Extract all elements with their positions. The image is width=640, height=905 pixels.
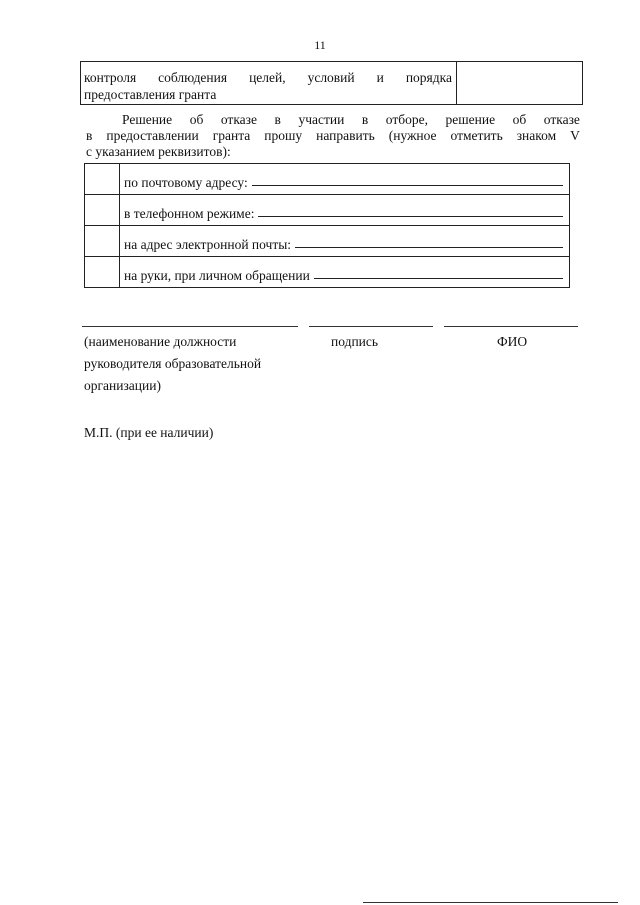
word: V <box>570 128 580 143</box>
requisite-cell <box>120 195 570 226</box>
word: в <box>361 112 369 127</box>
table-divider <box>456 62 457 104</box>
word: порядка <box>405 70 452 85</box>
requisite-label: по почтовому адресу: <box>124 175 248 190</box>
paragraph-line-3: с указанием реквизитов): <box>86 144 231 159</box>
word: контроля <box>84 70 137 85</box>
fill-in-line[interactable] <box>295 247 563 248</box>
fill-in-line[interactable] <box>258 216 563 217</box>
name-caption: ФИО <box>497 334 528 349</box>
checkbox-cell[interactable] <box>85 164 120 195</box>
word: направить <box>316 128 375 143</box>
word: прошу <box>264 128 303 143</box>
requisite-label: на руки, при личном обращении <box>124 268 310 283</box>
top-table <box>80 61 583 105</box>
paragraph-line-2 <box>86 128 580 144</box>
fill-in-line[interactable] <box>314 278 563 279</box>
page-number: 11 <box>314 38 326 52</box>
word: отборе, <box>385 112 428 127</box>
requisite-cell <box>120 226 570 257</box>
word: об <box>189 112 204 127</box>
word: гранта <box>212 128 251 143</box>
position-caption <box>84 331 304 397</box>
word: решение <box>445 112 496 127</box>
requisite-row <box>85 164 570 195</box>
word: отказе <box>220 112 257 127</box>
checkbox-cell[interactable] <box>85 195 120 226</box>
position-caption-line: руководителя образовательной <box>84 356 262 371</box>
signature-line[interactable] <box>309 326 433 327</box>
signature-caption: подпись <box>331 334 379 349</box>
checkbox-cell[interactable] <box>85 257 120 288</box>
paragraph-line-1 <box>86 112 580 128</box>
word: участии <box>298 112 345 127</box>
word: знаком <box>516 128 557 143</box>
word: в <box>274 112 281 127</box>
word: условий <box>307 70 355 85</box>
word: целей, <box>249 70 286 85</box>
requisites-table <box>84 163 570 288</box>
requisite-label: на адрес электронной почты: <box>124 237 292 252</box>
bottom-rule <box>363 902 618 903</box>
top-table-line-1 <box>84 69 452 86</box>
position-signature-line[interactable] <box>82 326 298 327</box>
word: об <box>512 112 527 127</box>
position-caption-line: организации) <box>84 378 161 393</box>
requisite-row <box>85 257 570 288</box>
word: (нужное <box>388 128 437 143</box>
word: Решение <box>122 112 173 127</box>
top-table-line-2: предоставления гранта <box>84 87 217 102</box>
requisite-cell <box>120 164 570 195</box>
word: в <box>86 128 93 143</box>
word: предоставлении <box>106 128 199 143</box>
position-caption-line: (наименование должности <box>84 334 237 349</box>
name-signature-line[interactable] <box>444 326 578 327</box>
word: отметить <box>450 128 503 143</box>
requisite-row <box>85 195 570 226</box>
requisite-label: в телефонном режиме: <box>124 206 255 221</box>
stamp-note: М.П. (при ее наличии) <box>84 425 214 440</box>
word: отказе <box>543 112 580 127</box>
checkbox-cell[interactable] <box>85 226 120 257</box>
requisite-cell <box>120 257 570 288</box>
word: соблюдения <box>158 70 228 85</box>
requisite-row <box>85 226 570 257</box>
word: и <box>376 70 384 85</box>
top-table-text <box>84 69 452 103</box>
fill-in-line[interactable] <box>252 185 563 186</box>
request-paragraph <box>86 112 580 160</box>
